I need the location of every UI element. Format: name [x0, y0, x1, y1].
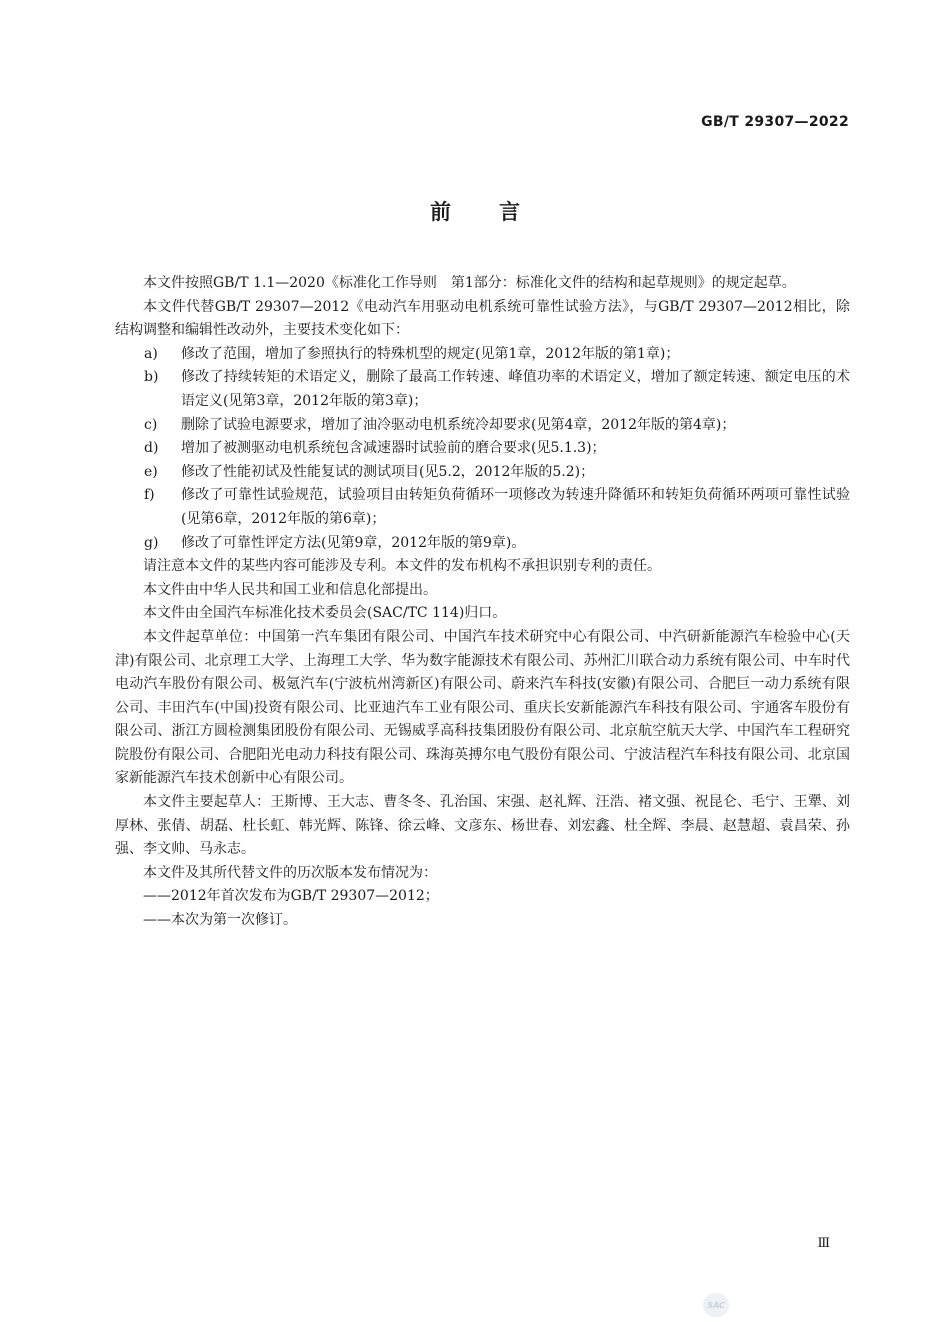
change-item-label: g)	[144, 534, 159, 551]
change-item-text: 删除了试验电源要求，增加了油冷驱动电机系统冷却要求(见第4章，2012年版的第4章)；	[181, 416, 736, 433]
change-item	[115, 366, 850, 413]
committee-note: 本文件由全国汽车标准化技术委员会(SAC/TC 114)归口。	[143, 605, 507, 622]
page-title: 前言	[430, 200, 568, 224]
drafting-units: 本文件起草单位：中国第一汽车集团有限公司、中国汽车技术研究中心有限公司、中汽研新能源汽车检验中心(天津)有限公司、北京理工大学、上海理工大学、华为数字能源技术有限公司、苏州汇川联合动力系统有限公司、中车时代电动汽车股份有限公司、极氪汽车(宁波杭州湾新区)有限公司、蔚来汽车科技(安徽)有限公司、合肥巨一动力系统有限公司、丰田汽车(中国)投资有限公司、比亚迪汽车工业有限公司、重庆长安新能源汽车科技有限公司、宇通客车股份有限公司、浙江方圆检测集团股份有限公司、无锡威孚高科技集团股份有限公司、北京航空航天大学、中国汽车工程研究院股份有限公司、合肥阳光电动力科技有限公司、珠海英搏尔电气股份有限公司、宁波洁程汽车科技有限公司、北京国家新能源汽车技术创新中心有限公司。	[115, 628, 850, 787]
change-item-text: 修改了性能初试及性能复试的测试项目(见5.2，2012年版的5.2)；	[181, 463, 595, 480]
intro-paragraph: 本文件代替GB/T 29307—2012《电动汽车用驱动电机系统可靠性试验方法》，与GB/T 29307—2012相比，除结构调整和编辑性改动外，主要技术变化如下：	[115, 298, 850, 339]
change-item-text: 修改了持续转矩的术语定义，删除了最高工作转速、峰值功率的术语定义，增加了额定转速、额定电压的术语定义(见第3章，2012年版的第3章)；	[181, 369, 850, 409]
page-number: Ⅲ	[817, 1236, 830, 1251]
sac-watermark-icon: SAC	[703, 1293, 729, 1317]
standard-code: GB/T 29307—2022	[701, 114, 849, 130]
change-item	[115, 343, 850, 367]
change-item	[115, 532, 850, 556]
change-item-label: f)	[144, 487, 155, 504]
intro-paragraph: 本文件按照GB/T 1.1—2020《标准化工作导则 第1部分：标准化文件的结构和起草规则》的规定起草。	[143, 275, 796, 291]
foreword-body	[115, 272, 850, 933]
change-item	[115, 484, 850, 531]
change-item-label: c)	[144, 416, 158, 433]
change-item	[115, 461, 850, 485]
change-item	[115, 414, 850, 438]
change-item	[115, 437, 850, 461]
history-item: ——本次为第一次修订。	[143, 912, 297, 929]
patent-note: 请注意本文件的某些内容可能涉及专利。本文件的发布机构不承担识别专利的责任。	[143, 558, 661, 575]
change-item-text: 修改了范围，增加了参照执行的特殊机型的规定(见第1章，2012年版的第1章)；	[181, 345, 680, 362]
change-item-text: 修改了可靠性试验规范，试验项目由转矩负荷循环一项修改为转速升降循环和转矩负荷循环两项可靠性试验(见第6章，2012年版的第6章)；	[181, 487, 850, 527]
change-item-text: 修改了可靠性评定方法(见第9章，2012年版的第9章)。	[181, 534, 526, 551]
history-intro: 本文件及其所代替文件的历次版本发布情况为：	[143, 864, 437, 881]
change-item-label: b)	[144, 369, 159, 386]
change-item-label: e)	[144, 463, 158, 480]
proposer-note: 本文件由中华人民共和国工业和信息化部提出。	[143, 581, 437, 598]
history-item: ——2012年首次发布为GB/T 29307—2012；	[143, 888, 439, 905]
change-item-label: a)	[144, 345, 158, 362]
change-item-text: 增加了被测驱动电机系统包含减速器时试验前的磨合要求(见5.1.3)；	[181, 440, 606, 457]
change-item-label: d)	[144, 440, 159, 457]
drafters: 本文件主要起草人：王斯博、王大志、曹冬冬、孔治国、宋强、赵礼辉、汪浩、褚文强、祝昆仑、毛宁、王犟、刘厚林、张倩、胡磊、杜长虹、韩光辉、陈锋、徐云峰、文彦东、杨世春、刘宏鑫、杜全辉、李晨、赵慧超、袁昌荣、孙强、李文帅、马永志。	[115, 794, 850, 858]
